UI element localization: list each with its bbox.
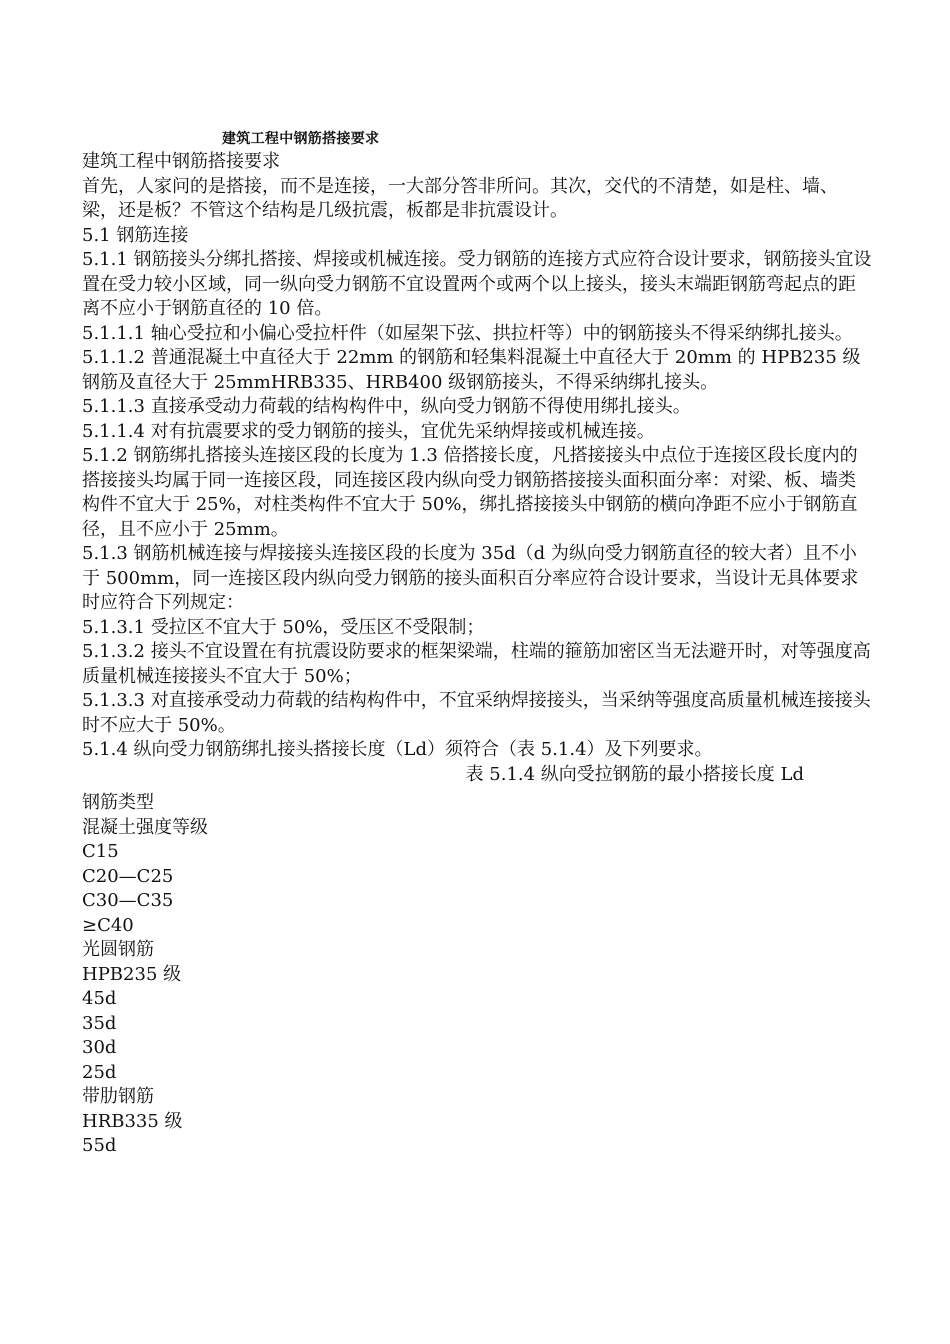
table-cell: 55d	[82, 1135, 117, 1156]
clause-5-1-4: 5.1.4 纵向受力钢筋绑扎接头搭接长度（Ld）须符合（表 5.1.4）及下列要求。	[82, 739, 713, 760]
clause-5-1-3: 5.1.3 钢筋机械连接与焊接接头连接区段的长度为 35d（d 为纵向受力钢筋直径的较大者）且不小于 500mm，同一连接区段内纵向受力钢筋的接头面积百分率应符合设计要求，当设计无具体要求时应符合下列规定：	[82, 543, 859, 613]
clause-5-1-1: 5.1.1 钢筋接头分绑扎搭接、焊接或机械连接。受力钢筋的连接方式应符合设计要求，钢筋接头宜设置在受力较小区域，同一纵向受力钢筋不宜设置两个或两个以上接头，接头末端距钢筋弯起点的距离不应小于钢筋直径的 10 倍。	[82, 249, 872, 319]
table-cell: HRB335 级	[82, 1110, 183, 1132]
table-cell: C30—C35	[82, 890, 174, 911]
table-cell: 30d	[82, 1037, 117, 1058]
document-body	[82, 150, 872, 1159]
clause-5-1-1-4: 5.1.1.4 对有抗震要求的受力钢筋的接头，宜优先采纳焊接或机械连接。	[82, 420, 655, 442]
clause-5-1-3-2: 5.1.3.2 接头不宜设置在有抗震设防要求的框架梁端，柱端的箍筋加密区当无法避开时，对等强度高质量机械连接接头不宜大于 50%；	[82, 641, 871, 687]
clause-5-1-2: 5.1.2 钢筋绑扎搭接头连接区段的长度为 1.3 倍搭接长度，凡搭接接头中点位于连接区段长度内的搭接接头均属于同一连接区段，同连接区段内纵向受力钢筋搭接接头面积面分率：对梁、板、墙类构件不宜大于 25%，对柱类构件不宜大于 50%，绑扎搭接接头中钢筋的横向净距不应小于钢筋直径，且不应小于 25mm。	[82, 445, 858, 540]
table-cell: C15	[82, 841, 119, 862]
clause-5-1-1-3: 5.1.1.3 直接承受动力荷载的结构构件中，纵向受力钢筋不得使用绑扎接头。	[82, 396, 691, 417]
document-title: 建筑工程中钢筋搭接要求	[82, 151, 280, 172]
table-cell: ≥C40	[82, 914, 134, 936]
clause-5-1-3-1: 5.1.3.1 受拉区不宜大于 50%，受压区不受限制；	[82, 616, 485, 638]
table-cell: 35d	[82, 1012, 117, 1034]
table-caption: 表 5.1.4 纵向受拉钢筋的最小搭接长度 Ld	[465, 763, 804, 785]
table-cell: 钢筋类型	[82, 792, 154, 813]
clause-5-1-1-1: 5.1.1.1 轴心受拉和小偏心受拉杆件（如屋架下弦、拱拉杆等）中的钢筋接头不得采纳绑扎接头。	[82, 322, 853, 344]
table-cell: 混凝土强度等级	[82, 816, 208, 838]
table-cell: 光圆钢筋	[82, 939, 154, 960]
table-cell: HPB235 级	[82, 963, 182, 985]
paragraph-intro: 首先，人家问的是搭接，而不是连接，一大部分答非所问。其次，交代的不清楚，如是柱、墙、梁，还是板？不管这个结构是几级抗震，板都是非抗震设计。	[82, 175, 838, 221]
table-cell: C20—C25	[82, 865, 174, 887]
table-cell: 带肋钢筋	[82, 1086, 154, 1107]
table-cell: 45d	[82, 988, 117, 1009]
table-cell: 25d	[82, 1061, 117, 1083]
clause-5-1-3-3: 5.1.3.3 对直接承受动力荷载的结构构件中，不宜采纳焊接接头，当采纳等强度高质量机械连接接头时不应大于 50%。	[82, 690, 871, 736]
table-cell-list	[82, 791, 872, 1159]
clause-5-1-1-2: 5.1.1.2 普通混凝土中直径大于 22mm 的钢筋和轻集料混凝土中直径大于 20mm 的 HPB235 级钢筋及直径大于 25mmHRB335、HRB400 级钢筋接头，不得采纳绑扎接头。	[82, 347, 861, 393]
section-5-1: 5.1 钢筋连接	[82, 224, 189, 246]
page-header-title: 建筑工程中钢筋搭接要求	[222, 131, 380, 147]
